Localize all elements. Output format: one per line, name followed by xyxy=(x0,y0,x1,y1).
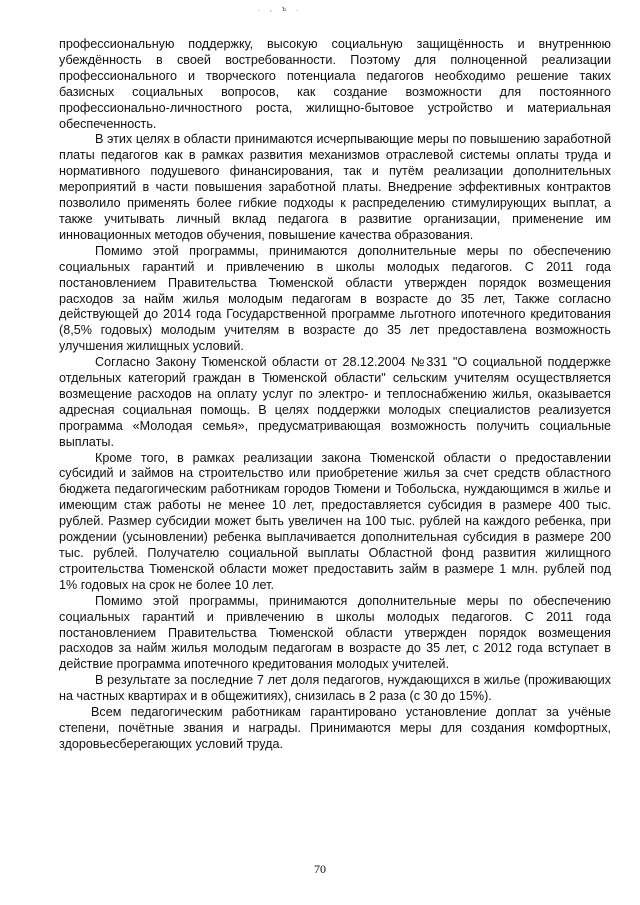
page-number: 70 xyxy=(314,862,326,876)
paragraph-6: Помимо этой программы, принимаются дополнительные меры по обеспечению социальных гарантий и привлечению в школы молодых педагогов. С 2011 года постановлением Правительства Тюменской области утвержден порядок возмещения расходов за найм жилья молодым педагогам в возрасте до 35 лет, с 2012 года вступает в действие программа ипотечного кредитования молодых учителей. xyxy=(59,593,611,672)
paragraph-4: Согласно Закону Тюменской области от 28.12.2004 №331 "О социальной поддержке отдельных категорий граждан в Тюменской области" сельским учителям осуществляется возмещение расходов на оплату услуг по электро- и теплоснабжению жилья, оказывается адресная социальная помощь. В целях поддержки молодых специалистов реализуется программа «Молодая семья», предусматривающая возможность получить социальные выплаты. xyxy=(59,355,611,449)
document-body xyxy=(59,37,611,753)
paragraph-3: Помимо этой программы, принимаются дополнительные меры по обеспечению социальных гарантий и привлечению в школы молодых педагогов. С 2011 года постановлением Правительства Тюменской области утвержден порядок возмещения расходов за найм жилья молодым педагогам в возрасте до 35 лет, Также согласно действующей до 2014 года Государственной программе льготного ипотечного кредитования (8,5% годовых) молодым учителям в возрасте до 35 лет предоставлена возможность улучшения жилищных условий. xyxy=(59,243,611,354)
paragraph-7: В результате за последние 7 лет доля педагогов, нуждающихся в жилье (проживающих на частных квартирах и в общежитиях), снизилась в 2 раза (с 30 до 15%). xyxy=(59,673,611,704)
paragraph-2: В этих целях в области принимаются исчерпывающие меры по повышению заработной платы педагогов как в рамках развития механизмов отраслевой системы оплаты труда и нормативного подушевого финансирования, так и путём реализации дополнительных мероприятий в части повышения заработной платы. Внедрение эффективных контрактов позволило применять более гибкие подходы к распределению стимулирующих выплат, а также учитывать личный вклад педагога в развитие организации, применение им инновационных методов обучения, повышение качества образования. xyxy=(59,132,611,242)
scan-marks: . , ъ . xyxy=(258,6,303,13)
paragraph-5: Кроме того, в рамках реализации закона Тюменской области о предоставлении субсидий и займов на строительство или приобретение жилья за счет средств областного бюджета педагогическим работникам городов Тюмени и Тобольска, нуждающимся в жилье и имеющим стаж работы не менее 10 лет, предоставляется субсидия в размере 400 тыс. рублей. Размер субсидии может быть увеличен на 100 тыс. рублей на каждого ребенка, при рождении (усыновлении) ребенка выплачивается дополнительная субсидия в размере 200 тыс. рублей. Получателю социальной выплаты Областной фонд развития жилищного строительства Тюменской области может предоставить займ в размере 1 млн. рублей под 1% годовых на срок не более 10 лет. xyxy=(59,450,611,592)
paragraph-8: Всем педагогическим работникам гарантировано установление доплат за учёные степени, почётные звания и награды. Принимаются меры для создания комфортных, здоровьесберегающих условий труда. xyxy=(59,705,611,751)
paragraph-1: профессиональную поддержку, высокую социальную защищённость и внутреннюю убеждённость в своей востребованности. Поэтому для полноценной реализации профессионального и творческого потенциала педагогов необходимо решение таких базисных социальных вопросов, как создание возможности для постоянного профессионально-личностного роста, жилищно-бытовое устройство и материальная обеспеченность. xyxy=(59,37,611,131)
